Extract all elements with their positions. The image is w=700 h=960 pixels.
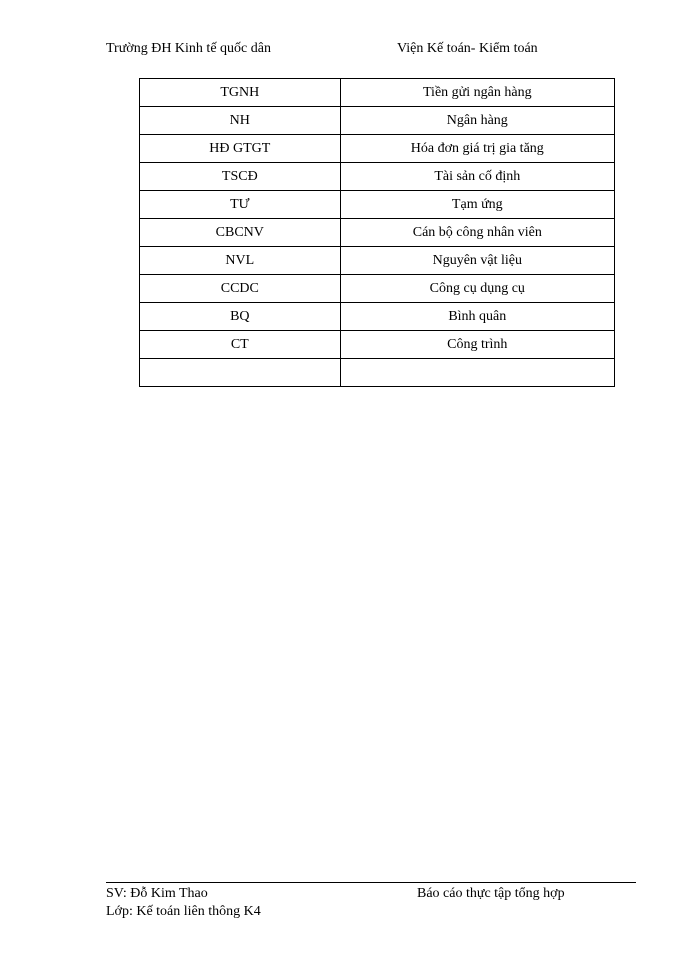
abbreviation-cell: NH: [140, 107, 341, 135]
footer-class: Lớp: Kế toán liên thông K4: [106, 904, 261, 919]
table-row: [140, 359, 615, 387]
abbreviation-cell: HĐ GTGT: [140, 135, 341, 163]
footer-report-title: Báo cáo thực tập tổng hợp: [417, 886, 565, 901]
abbreviation-cell: NVL: [140, 247, 341, 275]
table-row: [140, 163, 615, 191]
abbreviation-cell: TSCĐ: [140, 163, 341, 191]
abbreviation-table: [139, 78, 615, 387]
footer-divider: [106, 882, 636, 883]
table-row: [140, 247, 615, 275]
meaning-cell: Hóa đơn giá trị gia tăng: [340, 135, 614, 163]
meaning-cell: Nguyên vật liệu: [340, 247, 614, 275]
meaning-cell: Công cụ dụng cụ: [340, 275, 614, 303]
meaning-cell: Tài sản cố định: [340, 163, 614, 191]
meaning-cell: Tạm ứng: [340, 191, 614, 219]
table-row: [140, 219, 615, 247]
meaning-cell: Công trình: [340, 331, 614, 359]
abbreviation-cell: CT: [140, 331, 341, 359]
meaning-cell: Ngân hàng: [340, 107, 614, 135]
meaning-cell: Tiền gửi ngân hàng: [340, 79, 614, 107]
header-institute: Viện Kế toán- Kiểm toán: [397, 41, 538, 56]
abbreviation-cell: TGNH: [140, 79, 341, 107]
abbreviation-cell: TƯ: [140, 191, 341, 219]
meaning-cell: Bình quân: [340, 303, 614, 331]
abbreviation-cell: BQ: [140, 303, 341, 331]
abbreviation-cell: CBCNV: [140, 219, 341, 247]
table-row: [140, 107, 615, 135]
table-row: [140, 191, 615, 219]
table-row: [140, 275, 615, 303]
abbreviation-cell: [140, 359, 341, 387]
table-row: [140, 331, 615, 359]
abbreviation-cell: CCDC: [140, 275, 341, 303]
table-row: [140, 79, 615, 107]
meaning-cell: Cán bộ công nhân viên: [340, 219, 614, 247]
footer-student: SV: Đỗ Kim Thao: [106, 886, 208, 901]
table-row: [140, 135, 615, 163]
table-row: [140, 303, 615, 331]
meaning-cell: [340, 359, 614, 387]
header-school: Trường ĐH Kinh tế quốc dân: [106, 41, 271, 56]
